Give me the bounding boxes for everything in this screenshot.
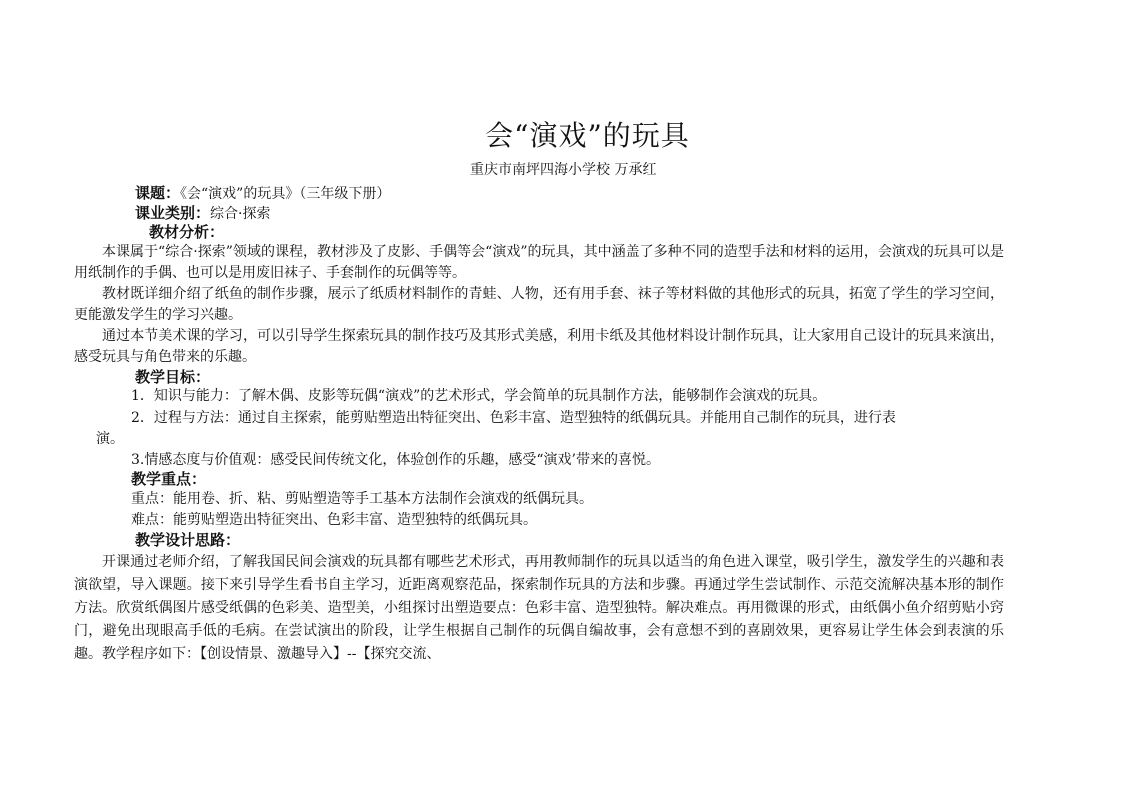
goal-3: 3.情感态度与价值观：感受民间传统文化，体验创作的乐趣，感受“演戏’带来的喜悦。 (131, 452, 660, 468)
category-label: 课业类别： (135, 204, 211, 222)
analysis-heading (149, 222, 224, 243)
topic-line (135, 183, 390, 204)
analysis-paragraph-3: 通过本节美术课的学习，可以引导学生探索玩具的制作技巧及其形式美感，利用卡纸及其他材料设计制作玩具，让大家用自己设计的玩具来演出，感受玩具与角色带来的乐趣。 (74, 328, 1004, 365)
category-line (135, 203, 270, 224)
topic-label: 课题： (135, 184, 181, 202)
key-label: 教学重点： (131, 470, 207, 488)
design-label: 教学设计思路： (135, 531, 241, 549)
goal-2: 2．过程与方法：通过自主探索，能剪贴塑造出特征突出、色彩丰富、造型独特的纸偶玩具。并能用自己制作的玩具，进行表 (131, 410, 896, 426)
design-paragraph: 开课通过老师介绍，了解我国民间会演戏的玩具都有哪些艺术形式，再用教师制作的玩具以适当的角色进入课堂，吸引学生，激发学生的兴趣和表演欲望，导入课题。接下来引导学生看书自主学习，近距离观察范品，探索制作玩具的方法和步骤。再通过学生尝试制作、示范交流解决基本形的制作方法。欣赏纸偶图片感受纸偶的色彩美、造型美，小组探讨出塑造要点：色彩丰富、造型独特。解决难点。再用微课的形式，由纸偶小鱼介绍剪贴小窍门，避免出现眼高手低的毛病。在尝试演出的阶段，让学生根据自己制作的玩偶自编故事，会有意想不到的喜剧效果，更容易让学生体会到表演的乐趣。教学程序如下：【创设情景、激趣导入】--【探究交流、 (74, 554, 1004, 662)
analysis-paragraph-1: 本课属于“综合·探索”领域的课程，教材涉及了皮影、手偶等会“演戏”的玩具，其中涵盖了多种不同的造型手法和材料的运用，会演戏的玩具可以是用纸制作的手偶、也可以是用废旧袜子、手套制作的玩偶等等。 (74, 244, 1004, 281)
document-title: 会“演戏”的玩具 (485, 119, 690, 152)
goals-label: 教学目标： (135, 368, 211, 386)
author-line: 重庆市南坪四海小学校 万承红 (470, 162, 657, 178)
key-heading (131, 469, 206, 490)
goal-1: 1．知识与能力：了解木偶、皮影等玩偶“演戏”的艺术形式，学会简单的玩具制作方法，能够制作会演戏的玩具。 (131, 388, 827, 404)
category-value: 综合·探索 (210, 206, 271, 222)
key-focus: 重点：能用卷、折、粘、剪贴塑造等手工基本方法制作会演戏的纸偶玩具。 (131, 491, 593, 507)
goals-heading (135, 367, 210, 388)
analysis-label: 教材分析： (149, 223, 225, 241)
analysis-paragraph-2: 教材既详细介绍了纸鱼的制作步骤，展示了纸质材料制作的青蛙、人物，还有用手套、袜子等材料做的其他形式的玩具，拓宽了学生的学习空间，更能激发学生的学习兴趣。 (74, 286, 1004, 323)
key-difficulty: 难点：能剪贴塑造出特征突出、色彩丰富、造型独特的纸偶玩具。 (131, 512, 537, 528)
design-heading (135, 530, 240, 551)
goal-2-continued: 演。 (96, 431, 124, 447)
topic-value: 《会“演戏”的玩具》（三年级下册） (180, 186, 391, 202)
